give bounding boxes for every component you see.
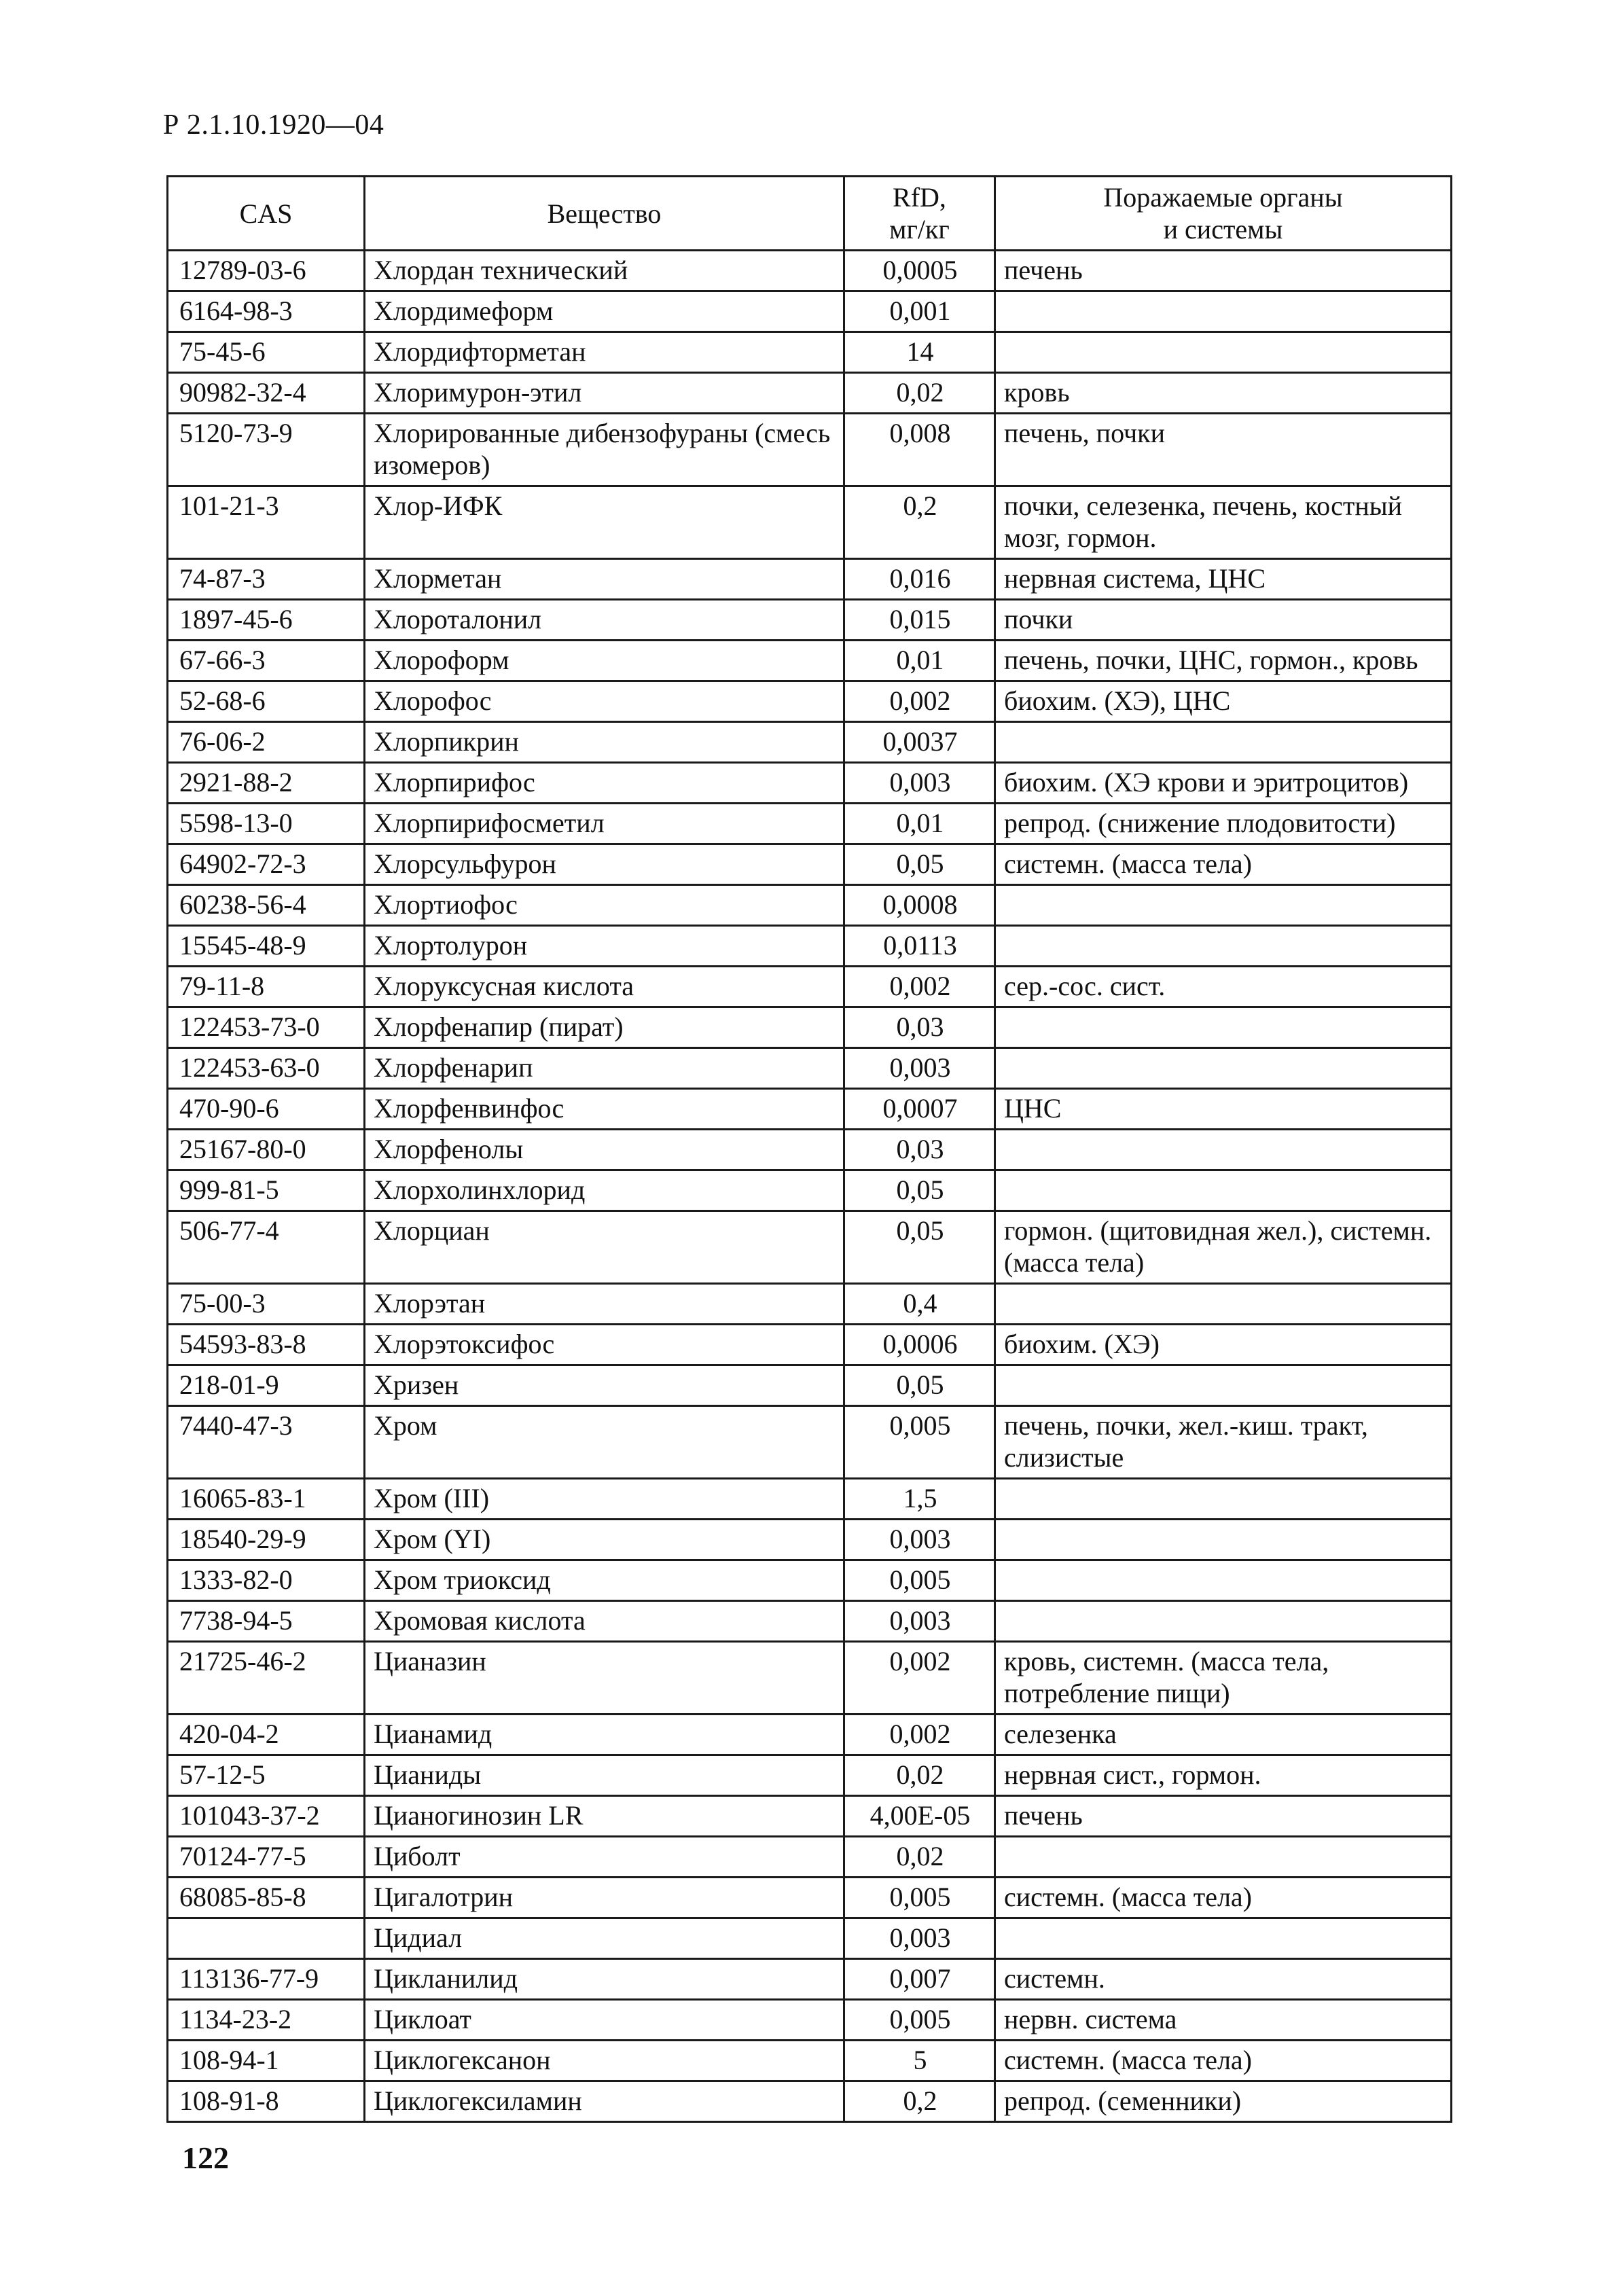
organs-cell: печень, почки — [995, 414, 1452, 486]
substance-cell: Цианамид — [365, 1715, 844, 1755]
table-header-row — [168, 177, 1452, 251]
table-row — [168, 373, 1452, 414]
rfd-cell: 0,003 — [844, 1048, 995, 1089]
substance-cell: Циболт — [365, 1837, 844, 1878]
organs-cell — [995, 885, 1452, 926]
cas-cell: 21725-46-2 — [168, 1642, 365, 1715]
organs-cell: гормон. (щитовидная жел.), системн. (масса тела) — [995, 1211, 1452, 1284]
header-organs — [995, 177, 1452, 251]
substance-cell: Хлоримурон-этил — [365, 373, 844, 414]
rfd-cell: 5 — [844, 2041, 995, 2081]
cas-cell: 101-21-3 — [168, 486, 365, 559]
cas-cell: 218-01-9 — [168, 1365, 365, 1406]
table-row — [168, 926, 1452, 967]
cas-cell: 5598-13-0 — [168, 804, 365, 844]
substance-cell: Цианазин — [365, 1642, 844, 1715]
substance-cell: Хлорфенарип — [365, 1048, 844, 1089]
table-row — [168, 1048, 1452, 1089]
rfd-cell: 0,002 — [844, 681, 995, 722]
organs-cell: биохим. (ХЭ), ЦНС — [995, 681, 1452, 722]
cas-cell: 1897-45-6 — [168, 600, 365, 641]
cas-cell: 52-68-6 — [168, 681, 365, 722]
rfd-cell: 0,005 — [844, 1406, 995, 1479]
rfd-cell: 4,00E-05 — [844, 1796, 995, 1837]
rfd-cell: 0,016 — [844, 559, 995, 600]
rfd-cell: 0,2 — [844, 2081, 995, 2122]
rfd-cell: 0,02 — [844, 1837, 995, 1878]
cas-cell: 25167-80-0 — [168, 1130, 365, 1170]
organs-cell: биохим. (ХЭ) — [995, 1325, 1452, 1365]
table-row — [168, 600, 1452, 641]
organs-cell: сер.-сос. сист. — [995, 967, 1452, 1007]
table-row — [168, 486, 1452, 559]
table-row — [168, 1520, 1452, 1560]
substance-cell: Хлортолурон — [365, 926, 844, 967]
rfd-cell: 0,03 — [844, 1130, 995, 1170]
table-row — [168, 1959, 1452, 2000]
cas-cell: 60238-56-4 — [168, 885, 365, 926]
rfd-cell: 0,003 — [844, 1601, 995, 1642]
organs-cell: репрод. (снижение плодовитости) — [995, 804, 1452, 844]
table-row — [168, 1007, 1452, 1048]
cas-cell: 420-04-2 — [168, 1715, 365, 1755]
organs-cell: кровь — [995, 373, 1452, 414]
substance-cell: Хлорпикрин — [365, 722, 844, 763]
table-row — [168, 414, 1452, 486]
rfd-cell: 0,0007 — [844, 1089, 995, 1130]
rfd-cell: 0,002 — [844, 967, 995, 1007]
rfd-cell: 0,005 — [844, 1560, 995, 1601]
table-row — [168, 1406, 1452, 1479]
header-rfd-unit: мг/кг — [889, 214, 950, 245]
organs-cell: системн. (масса тела) — [995, 2041, 1452, 2081]
substance-cell: Хромовая кислота — [365, 1601, 844, 1642]
organs-cell: системн. (масса тела) — [995, 844, 1452, 885]
organs-cell: почки — [995, 600, 1452, 641]
table-row — [168, 1560, 1452, 1601]
cas-cell — [168, 1918, 365, 1959]
substance-cell: Хром (III) — [365, 1479, 844, 1520]
substance-cell: Хлороформ — [365, 641, 844, 681]
organs-cell — [995, 1520, 1452, 1560]
cas-cell: 101043-37-2 — [168, 1796, 365, 1837]
substance-cell: Цидиал — [365, 1918, 844, 1959]
table-row — [168, 885, 1452, 926]
rfd-cell: 0,003 — [844, 763, 995, 804]
rfd-cell: 0,05 — [844, 1365, 995, 1406]
table-row — [168, 2000, 1452, 2041]
organs-cell — [995, 1007, 1452, 1048]
table-row — [168, 1089, 1452, 1130]
organs-cell: системн. (масса тела) — [995, 1878, 1452, 1918]
table-row — [168, 722, 1452, 763]
organs-cell — [995, 1918, 1452, 1959]
organs-cell: системн. — [995, 1959, 1452, 2000]
organs-cell — [995, 1601, 1452, 1642]
substance-cell: Цикланилид — [365, 1959, 844, 2000]
table-row — [168, 1211, 1452, 1284]
organs-cell — [995, 1365, 1452, 1406]
cas-cell: 64902-72-3 — [168, 844, 365, 885]
document-code: Р 2.1.10.1920—04 — [163, 109, 384, 141]
rfd-table — [166, 175, 1452, 2123]
rfd-cell: 0,01 — [844, 804, 995, 844]
cas-cell: 108-91-8 — [168, 2081, 365, 2122]
organs-cell — [995, 332, 1452, 373]
substance-cell: Хлорпирифос — [365, 763, 844, 804]
rfd-cell: 0,002 — [844, 1642, 995, 1715]
substance-cell: Хлорсульфурон — [365, 844, 844, 885]
table-row — [168, 967, 1452, 1007]
rfd-cell: 0,02 — [844, 1755, 995, 1796]
cas-cell: 54593-83-8 — [168, 1325, 365, 1365]
organs-cell — [995, 1837, 1452, 1878]
substance-cell: Хлордифторметан — [365, 332, 844, 373]
cas-cell: 122453-63-0 — [168, 1048, 365, 1089]
substance-cell: Хром (YI) — [365, 1520, 844, 1560]
cas-cell: 108-94-1 — [168, 2041, 365, 2081]
cas-cell: 1134-23-2 — [168, 2000, 365, 2041]
table-row — [168, 804, 1452, 844]
table-row — [168, 1365, 1452, 1406]
organs-cell — [995, 1130, 1452, 1170]
table-row — [168, 844, 1452, 885]
rfd-cell: 0,03 — [844, 1007, 995, 1048]
rfd-cell: 0,005 — [844, 1878, 995, 1918]
substance-cell: Хлордимеформ — [365, 291, 844, 332]
table-row — [168, 1715, 1452, 1755]
cas-cell: 470-90-6 — [168, 1089, 365, 1130]
cas-cell: 68085-85-8 — [168, 1878, 365, 1918]
organs-cell: биохим. (ХЭ крови и эритроцитов) — [995, 763, 1452, 804]
rfd-cell: 0,008 — [844, 414, 995, 486]
table-row — [168, 1325, 1452, 1365]
rfd-cell: 0,0006 — [844, 1325, 995, 1365]
substance-cell: Хлордан технический — [365, 251, 844, 291]
header-cas-label: CAS — [239, 198, 293, 229]
organs-cell: кровь, системн. (масса тела, потребление пищи) — [995, 1642, 1452, 1715]
table-row — [168, 1837, 1452, 1878]
substance-cell: Циклоат — [365, 2000, 844, 2041]
rfd-cell: 0,05 — [844, 844, 995, 885]
cas-cell: 74-87-3 — [168, 559, 365, 600]
table-row — [168, 291, 1452, 332]
rfd-cell: 0,05 — [844, 1211, 995, 1284]
cas-cell: 75-45-6 — [168, 332, 365, 373]
substance-cell: Хлорметан — [365, 559, 844, 600]
substance-cell: Цианогинозин LR — [365, 1796, 844, 1837]
organs-cell: репрод. (семенники) — [995, 2081, 1452, 2122]
substance-cell: Хлорпирифосметил — [365, 804, 844, 844]
cas-cell: 70124-77-5 — [168, 1837, 365, 1878]
header-substance-label: Вещество — [547, 198, 662, 229]
table-row — [168, 1479, 1452, 1520]
rfd-cell: 0,01 — [844, 641, 995, 681]
organs-cell: печень — [995, 1796, 1452, 1837]
organs-cell: печень, почки, жел.-киш. тракт, слизистые — [995, 1406, 1452, 1479]
substance-cell: Хром — [365, 1406, 844, 1479]
cas-cell: 2921-88-2 — [168, 763, 365, 804]
cas-cell: 7440-47-3 — [168, 1406, 365, 1479]
organs-cell: нервная система, ЦНС — [995, 559, 1452, 600]
substance-cell: Хлор-ИФК — [365, 486, 844, 559]
organs-cell — [995, 1479, 1452, 1520]
rfd-cell: 1,5 — [844, 1479, 995, 1520]
rfd-cell: 0,002 — [844, 1715, 995, 1755]
cas-cell: 76-06-2 — [168, 722, 365, 763]
cas-cell: 16065-83-1 — [168, 1479, 365, 1520]
cas-cell: 67-66-3 — [168, 641, 365, 681]
substance-cell: Циклогексанон — [365, 2041, 844, 2081]
substance-cell: Хлорэтан — [365, 1284, 844, 1325]
organs-cell — [995, 926, 1452, 967]
substance-cell: Хлорофос — [365, 681, 844, 722]
substance-cell: Хлорфенвинфос — [365, 1089, 844, 1130]
organs-cell: нервн. система — [995, 2000, 1452, 2041]
table-row — [168, 681, 1452, 722]
substance-cell: Хлорэтоксифос — [365, 1325, 844, 1365]
substance-cell: Цигалотрин — [365, 1878, 844, 1918]
substance-cell: Хлороталонил — [365, 600, 844, 641]
rfd-cell: 0,005 — [844, 2000, 995, 2041]
rfd-cell: 0,003 — [844, 1918, 995, 1959]
cas-cell: 113136-77-9 — [168, 1959, 365, 2000]
table-row — [168, 763, 1452, 804]
table-row — [168, 559, 1452, 600]
rfd-cell: 0,4 — [844, 1284, 995, 1325]
substance-cell: Хром триоксид — [365, 1560, 844, 1601]
table-row — [168, 1878, 1452, 1918]
table-row — [168, 641, 1452, 681]
table-row — [168, 2041, 1452, 2081]
organs-cell — [995, 291, 1452, 332]
cas-cell: 122453-73-0 — [168, 1007, 365, 1048]
table-row — [168, 1642, 1452, 1715]
cas-cell: 18540-29-9 — [168, 1520, 365, 1560]
rfd-cell: 0,0113 — [844, 926, 995, 967]
organs-cell: нервная сист., гормон. — [995, 1755, 1452, 1796]
substance-cell: Хлорциан — [365, 1211, 844, 1284]
organs-cell — [995, 1284, 1452, 1325]
cas-cell: 5120-73-9 — [168, 414, 365, 486]
cas-cell: 1333-82-0 — [168, 1560, 365, 1601]
table-row — [168, 251, 1452, 291]
header-substance — [365, 177, 844, 251]
organs-cell: печень — [995, 251, 1452, 291]
rfd-cell: 0,2 — [844, 486, 995, 559]
table-row — [168, 1284, 1452, 1325]
page-number: 122 — [182, 2140, 229, 2175]
header-organs-label: Поражаемые органы — [1103, 182, 1343, 213]
header-cas — [168, 177, 365, 251]
table-row — [168, 1918, 1452, 1959]
substance-cell: Хлорированные дибензофураны (смесь изомеров) — [365, 414, 844, 486]
substance-cell: Хризен — [365, 1365, 844, 1406]
cas-cell: 75-00-3 — [168, 1284, 365, 1325]
rfd-cell: 0,003 — [844, 1520, 995, 1560]
rfd-cell: 0,0005 — [844, 251, 995, 291]
substance-cell: Хлорфенолы — [365, 1130, 844, 1170]
rfd-cell: 0,05 — [844, 1170, 995, 1211]
substance-cell: Хлорфенапир (пират) — [365, 1007, 844, 1048]
organs-cell: печень, почки, ЦНС, гормон., кровь — [995, 641, 1452, 681]
header-rfd-label: RfD, — [893, 182, 946, 213]
rfd-cell: 0,007 — [844, 1959, 995, 2000]
table-row — [168, 332, 1452, 373]
table-row — [168, 2081, 1452, 2122]
substance-cell: Цианиды — [365, 1755, 844, 1796]
organs-cell — [995, 1170, 1452, 1211]
cas-cell: 506-77-4 — [168, 1211, 365, 1284]
rfd-cell: 0,015 — [844, 600, 995, 641]
substance-cell: Хлоруксусная кислота — [365, 967, 844, 1007]
table-row — [168, 1601, 1452, 1642]
table-row — [168, 1170, 1452, 1211]
cas-cell: 7738-94-5 — [168, 1601, 365, 1642]
substance-cell: Хлортиофос — [365, 885, 844, 926]
cas-cell: 79-11-8 — [168, 967, 365, 1007]
organs-cell — [995, 1560, 1452, 1601]
cas-cell: 6164-98-3 — [168, 291, 365, 332]
rfd-cell: 0,02 — [844, 373, 995, 414]
header-rfd — [844, 177, 995, 251]
organs-cell — [995, 722, 1452, 763]
rfd-cell: 14 — [844, 332, 995, 373]
organs-cell: ЦНС — [995, 1089, 1452, 1130]
rfd-cell: 0,0037 — [844, 722, 995, 763]
substance-cell: Хлорхолинхлорид — [365, 1170, 844, 1211]
cas-cell: 90982-32-4 — [168, 373, 365, 414]
organs-cell: селезенка — [995, 1715, 1452, 1755]
cas-cell: 12789-03-6 — [168, 251, 365, 291]
rfd-cell: 0,0008 — [844, 885, 995, 926]
organs-cell — [995, 1048, 1452, 1089]
table-row — [168, 1796, 1452, 1837]
cas-cell: 57-12-5 — [168, 1755, 365, 1796]
table-row — [168, 1755, 1452, 1796]
cas-cell: 999-81-5 — [168, 1170, 365, 1211]
table-row — [168, 1130, 1452, 1170]
rfd-cell: 0,001 — [844, 291, 995, 332]
substance-cell: Циклогексиламин — [365, 2081, 844, 2122]
header-organs-label-2: и системы — [1163, 214, 1283, 245]
organs-cell: почки, селезенка, печень, костный мозг, гормон. — [995, 486, 1452, 559]
cas-cell: 15545-48-9 — [168, 926, 365, 967]
